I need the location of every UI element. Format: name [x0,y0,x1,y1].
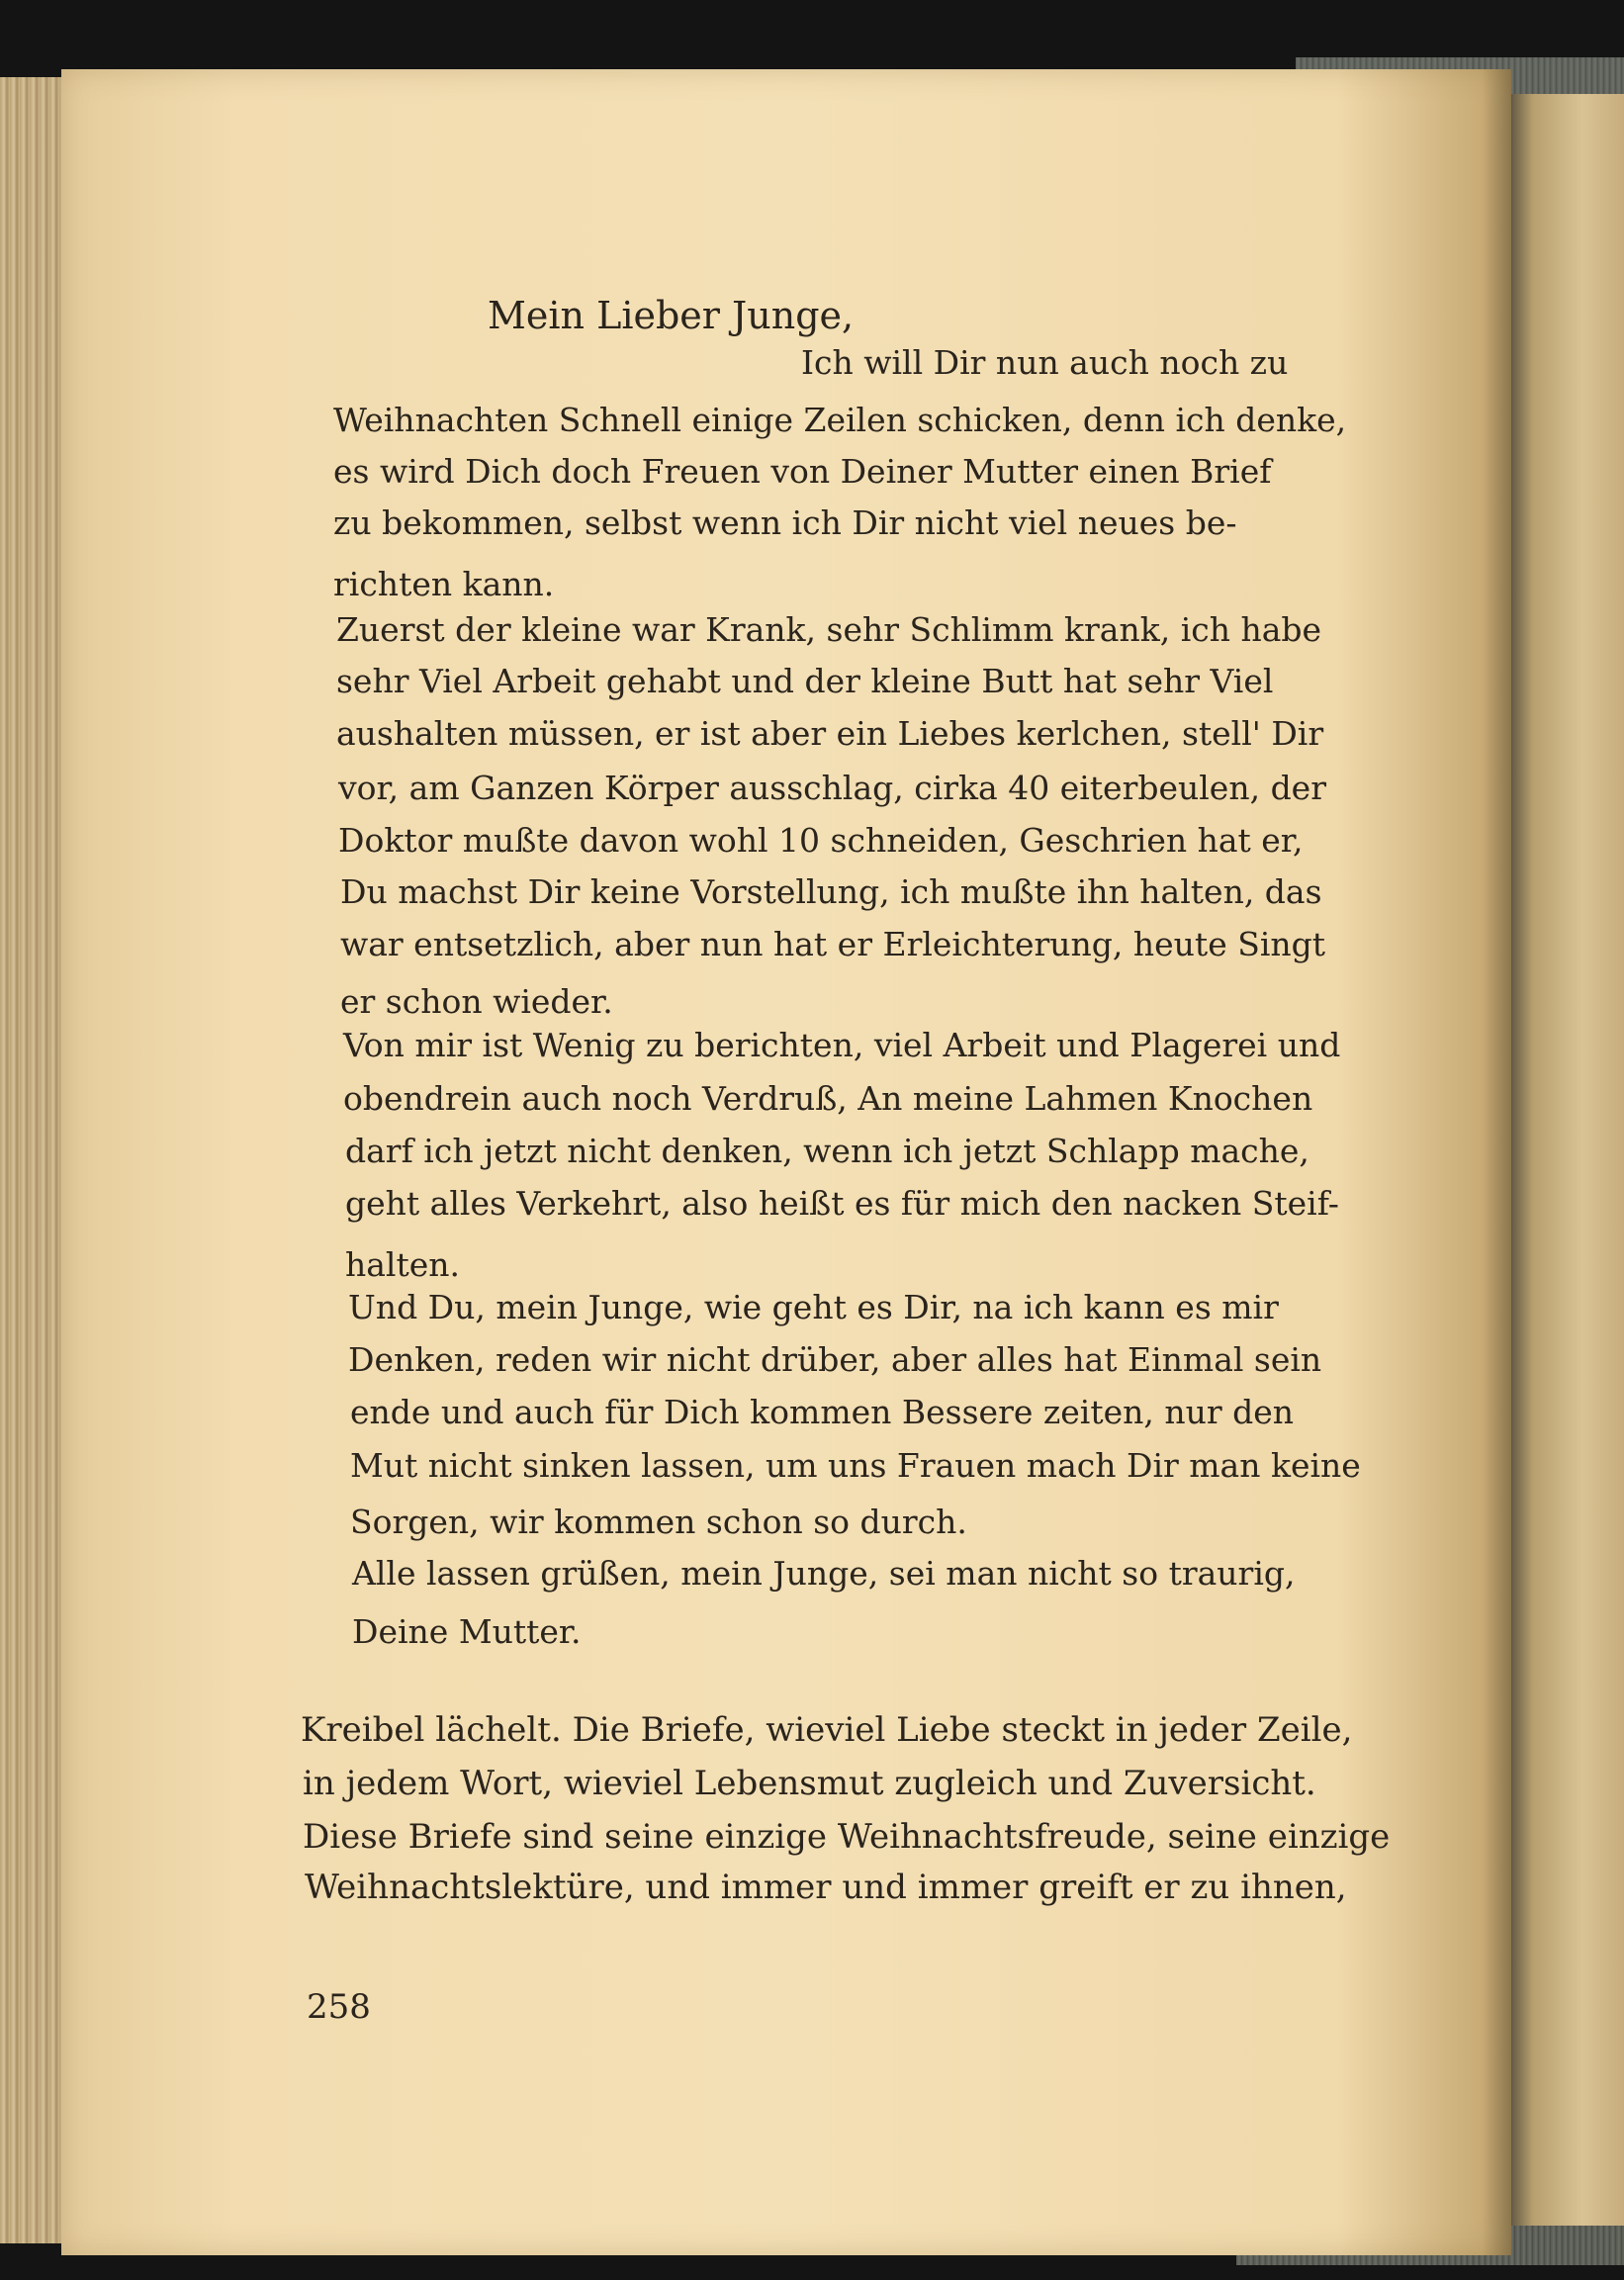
letter-line: ende und auch für Dich kommen Bessere zeiten, nur den [350,1393,1295,1431]
letter-signature: Deine Mutter. [352,1612,582,1651]
letter-line: richten kann. [333,565,555,603]
letter-line: Du machst Dir keine Vorstellung, ich mußte ihn halten, das [340,872,1322,911]
letter-line: Doktor mußte davon wohl 10 schneiden, Geschrien hat er, [338,821,1304,860]
letter-line: Von mir ist Wenig zu berichten, viel Arbeit und Plagerei und [343,1026,1341,1064]
letter-line: Alle lassen grüßen, mein Junge, sei man nicht so traurig, [352,1554,1296,1593]
narrative-line: Kreibel lächelt. Die Briefe, wieviel Liebe steckt in jeder Zeile, [301,1710,1353,1750]
letter-line: es wird Dich doch Freuen von Deiner Mutter einen Brief [333,452,1272,491]
letter-line: Ich will Dir nun auch noch zu [801,343,1289,382]
letter-line: halten. [345,1245,461,1284]
letter-line: Weihnachten Schnell einige Zeilen schicken, denn ich denke, [333,401,1347,439]
page-number: 258 [307,1987,371,2027]
letter-line: Sorgen, wir kommen schon so durch. [350,1503,967,1541]
letter-line: aushalten müssen, er ist aber ein Liebes kerlchen, stell' Dir [336,714,1324,753]
narrative-line: in jedem Wort, wieviel Lebensmut zugleich und Zuversicht. [303,1764,1316,1803]
letter-line: darf ich jetzt nicht denken, wenn ich jetzt Schlapp mache, [345,1132,1309,1170]
letter-line: obendrein auch noch Verdruß, An meine Lahmen Knochen [343,1079,1313,1118]
letter-line: Denken, reden wir nicht drüber, aber alles hat Einmal sein [348,1340,1322,1379]
letter-line: Mut nicht sinken lassen, um uns Frauen mach Dir man keine [350,1446,1361,1485]
letter-line: geht alles Verkehrt, also heißt es für mich den nacken Steif- [345,1184,1339,1223]
letter-line: Zuerst der kleine war Krank, sehr Schlimm krank, ich habe [336,610,1322,649]
letter-line: er schon wieder. [340,982,613,1021]
narrative-line: Diese Briefe sind seine einzige Weihnachtsfreude, seine einzige [303,1817,1391,1857]
narrative-line: Weihnachtslektüre, und immer und immer greift er zu ihnen, [305,1868,1347,1907]
letter-line: war entsetzlich, aber nun hat er Erleichterung, heute Singt [340,925,1326,963]
letter-line: zu bekommen, selbst wenn ich Dir nicht viel neues be- [333,503,1237,542]
facing-page-edge [1503,94,1624,2240]
letter-line: vor, am Ganzen Körper ausschlag, cirka 40 eiterbeulen, der [338,769,1326,807]
letter-line: Und Du, mein Junge, wie geht es Dir, na ich kann es mir [348,1288,1279,1326]
letter-line: sehr Viel Arbeit gehabt und der kleine Butt hat sehr Viel [336,662,1274,700]
letter-salutation: Mein Lieber Junge, [488,294,855,337]
